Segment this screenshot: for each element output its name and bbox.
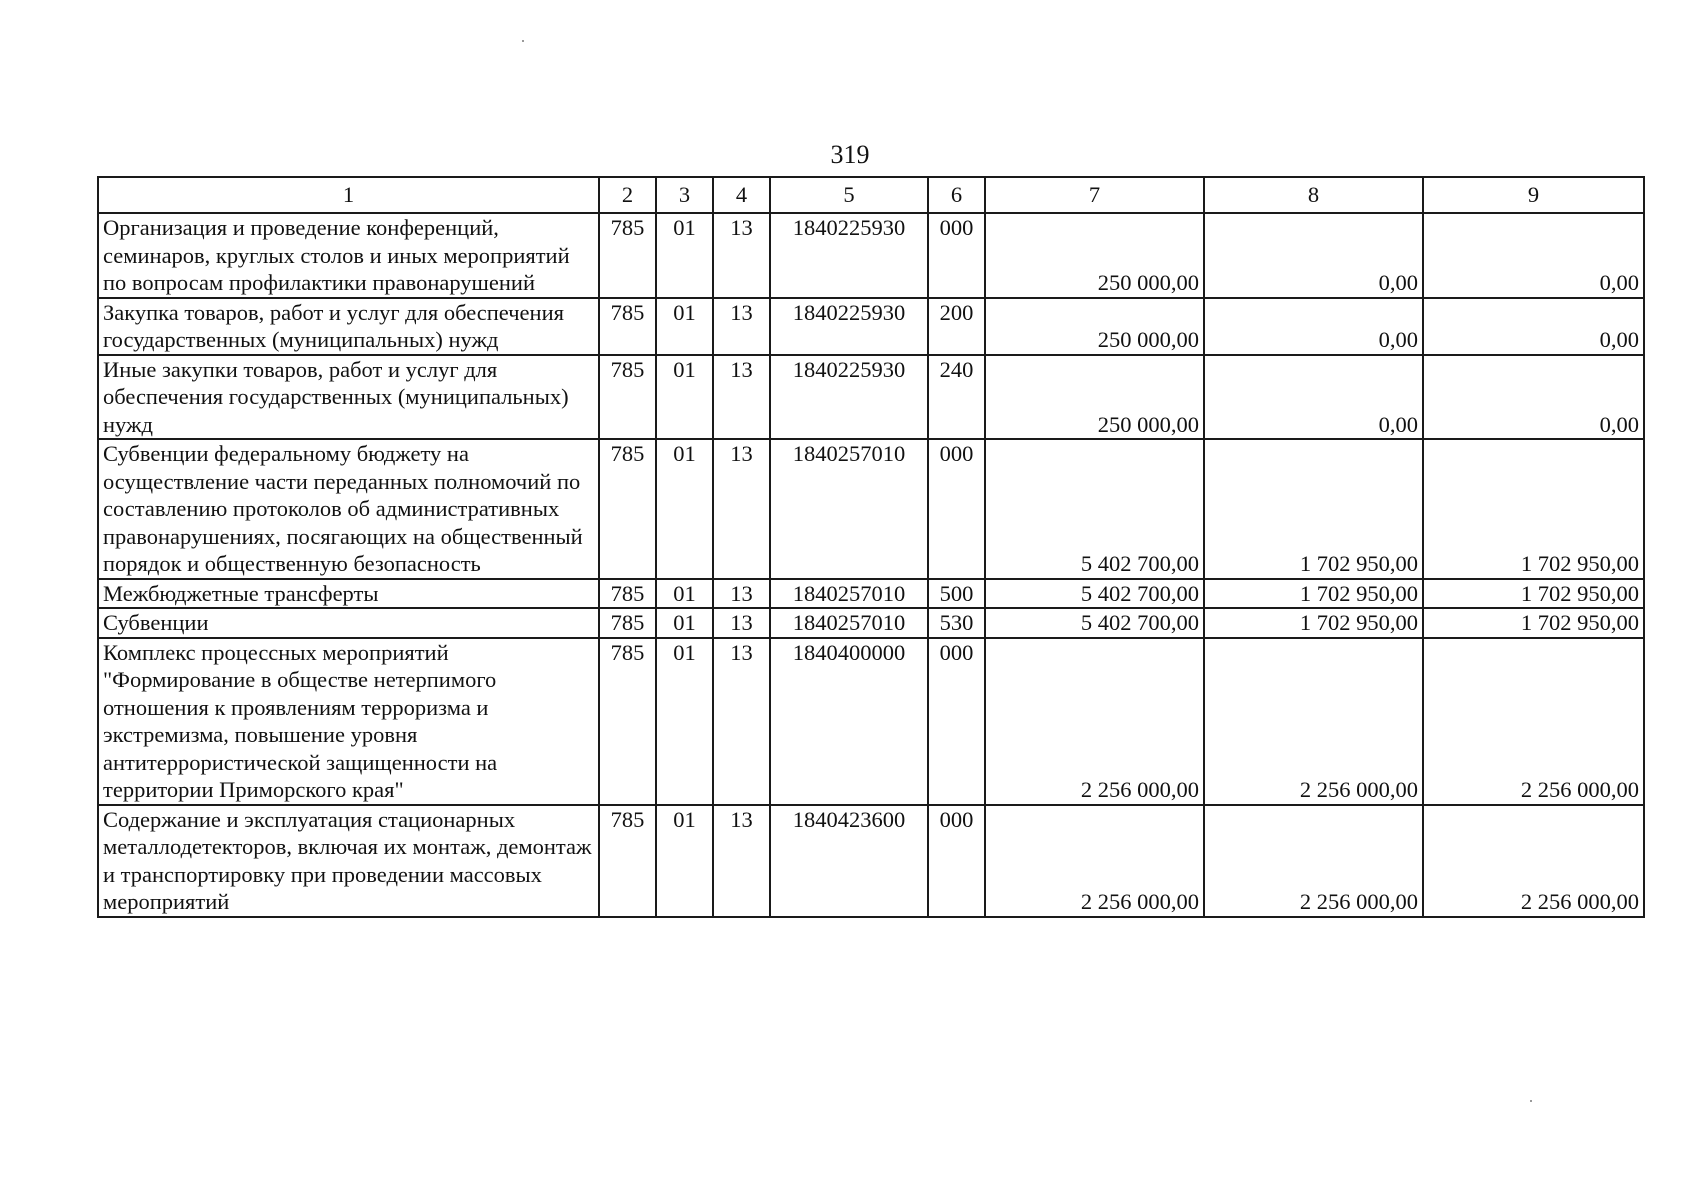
code-cell: 01 xyxy=(656,608,713,638)
code-cell: 240 xyxy=(928,355,985,440)
row-name: Закупка товаров, работ и услуг для обеспечения государственных (муниципальных) нужд xyxy=(98,298,599,355)
code-cell: 000 xyxy=(928,805,985,917)
table-row xyxy=(98,355,1644,440)
code-cell: 13 xyxy=(713,579,770,609)
code-cell: 785 xyxy=(599,298,656,355)
row-name: Субвенции xyxy=(98,608,599,638)
code-cell: 785 xyxy=(599,608,656,638)
code-cell: 785 xyxy=(599,439,656,579)
code-cell: 01 xyxy=(656,805,713,917)
amount-cell: 0,00 xyxy=(1204,355,1423,440)
code-cell: 1840257010 xyxy=(770,439,928,579)
amount-cell: 5 402 700,00 xyxy=(985,439,1204,579)
row-name: Иные закупки товаров, работ и услуг для обеспечения государственных (муниципальных) нужд xyxy=(98,355,599,440)
code-cell: 01 xyxy=(656,638,713,805)
amount-cell: 2 256 000,00 xyxy=(1204,805,1423,917)
code-cell: 1840225930 xyxy=(770,355,928,440)
table-row xyxy=(98,439,1644,579)
header-row xyxy=(98,177,1644,213)
code-cell: 785 xyxy=(599,355,656,440)
amount-cell: 0,00 xyxy=(1204,213,1423,298)
amount-cell: 2 256 000,00 xyxy=(985,638,1204,805)
code-cell: 01 xyxy=(656,439,713,579)
table-row xyxy=(98,638,1644,805)
header-cell: 5 xyxy=(770,177,928,213)
header-cell: 8 xyxy=(1204,177,1423,213)
amount-cell: 1 702 950,00 xyxy=(1423,439,1644,579)
code-cell: 000 xyxy=(928,638,985,805)
table-row xyxy=(98,213,1644,298)
table-row xyxy=(98,579,1644,609)
amount-cell: 2 256 000,00 xyxy=(1423,805,1644,917)
amount-cell: 0,00 xyxy=(1423,213,1644,298)
code-cell: 13 xyxy=(713,298,770,355)
amount-cell: 1 702 950,00 xyxy=(1423,579,1644,609)
code-cell: 01 xyxy=(656,355,713,440)
amount-cell: 2 256 000,00 xyxy=(1423,638,1644,805)
code-cell: 1840423600 xyxy=(770,805,928,917)
scan-speck xyxy=(1530,1100,1532,1102)
row-name: Комплекс процессных мероприятий "Формирование в обществе нетерпимого отношения к проявлениям терроризма и экстремизма, повышение уровня антитеррористической защищенности на территории Приморского края" xyxy=(98,638,599,805)
scan-speck xyxy=(522,40,524,42)
amount-cell: 5 402 700,00 xyxy=(985,579,1204,609)
amount-cell: 5 402 700,00 xyxy=(985,608,1204,638)
row-name: Содержание и эксплуатация стационарных металлодетекторов, включая их монтаж, демонтаж и транспортировку при проведении массовых мероприятий xyxy=(98,805,599,917)
code-cell: 000 xyxy=(928,439,985,579)
header-cell: 7 xyxy=(985,177,1204,213)
header-cell: 1 xyxy=(98,177,599,213)
code-cell: 1840400000 xyxy=(770,638,928,805)
header-cell: 9 xyxy=(1423,177,1644,213)
code-cell: 13 xyxy=(713,805,770,917)
code-cell: 13 xyxy=(713,608,770,638)
row-name: Субвенции федеральному бюджету на осуществление части переданных полномочий по составлению протоколов об административных правонарушениях, посягающих на общественный порядок и общественную безопасность xyxy=(98,439,599,579)
table-row xyxy=(98,608,1644,638)
budget-table xyxy=(97,176,1645,918)
code-cell: 13 xyxy=(713,439,770,579)
code-cell: 785 xyxy=(599,579,656,609)
amount-cell: 250 000,00 xyxy=(985,213,1204,298)
code-cell: 13 xyxy=(713,355,770,440)
table-row xyxy=(98,298,1644,355)
amount-cell: 1 702 950,00 xyxy=(1204,608,1423,638)
header-cell: 6 xyxy=(928,177,985,213)
amount-cell: 2 256 000,00 xyxy=(985,805,1204,917)
code-cell: 1840257010 xyxy=(770,608,928,638)
code-cell: 500 xyxy=(928,579,985,609)
amount-cell: 0,00 xyxy=(1204,298,1423,355)
header-cell: 2 xyxy=(599,177,656,213)
code-cell: 13 xyxy=(713,213,770,298)
code-cell: 530 xyxy=(928,608,985,638)
header-cell: 4 xyxy=(713,177,770,213)
code-cell: 785 xyxy=(599,638,656,805)
amount-cell: 0,00 xyxy=(1423,355,1644,440)
code-cell: 1840257010 xyxy=(770,579,928,609)
amount-cell: 2 256 000,00 xyxy=(1204,638,1423,805)
amount-cell: 1 702 950,00 xyxy=(1204,579,1423,609)
code-cell: 785 xyxy=(599,213,656,298)
code-cell: 01 xyxy=(656,213,713,298)
code-cell: 13 xyxy=(713,638,770,805)
amount-cell: 250 000,00 xyxy=(985,355,1204,440)
table-row xyxy=(98,805,1644,917)
amount-cell: 0,00 xyxy=(1423,298,1644,355)
amount-cell: 250 000,00 xyxy=(985,298,1204,355)
amount-cell: 1 702 950,00 xyxy=(1204,439,1423,579)
code-cell: 000 xyxy=(928,213,985,298)
code-cell: 785 xyxy=(599,805,656,917)
row-name: Межбюджетные трансферты xyxy=(98,579,599,609)
code-cell: 01 xyxy=(656,298,713,355)
row-name: Организация и проведение конференций, семинаров, круглых столов и иных мероприятий по вопросам профилактики правонарушений xyxy=(98,213,599,298)
code-cell: 01 xyxy=(656,579,713,609)
header-cell: 3 xyxy=(656,177,713,213)
code-cell: 1840225930 xyxy=(770,298,928,355)
code-cell: 1840225930 xyxy=(770,213,928,298)
amount-cell: 1 702 950,00 xyxy=(1423,608,1644,638)
page-number: 319 xyxy=(830,140,870,169)
code-cell: 200 xyxy=(928,298,985,355)
